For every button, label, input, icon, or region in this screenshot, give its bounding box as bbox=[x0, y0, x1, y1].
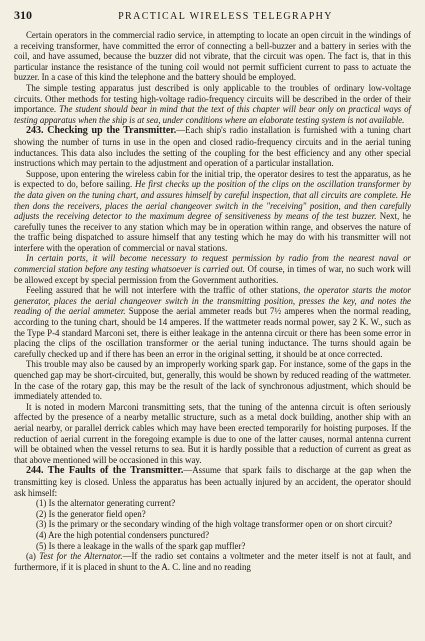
paragraph-emphasis: The student should bear in mind that the text of this chapter will bear only on practical ways of testing apparatus when the ship is at sea, under conditions where an elaborate testing system is not available. bbox=[14, 104, 411, 125]
section-244 bbox=[14, 465, 411, 498]
list-item: (1) Is the alternator generating current? bbox=[36, 498, 176, 509]
section-text: —Assume that spark fails to discharge at the gap when the transmitting key is closed. Unless the apparatus has been actually injured by an accident, the operator should ask himself: bbox=[14, 465, 411, 498]
paragraph-testing-apparatus bbox=[14, 83, 411, 125]
section-heading: 244. The Faults of the Transmitter. bbox=[26, 465, 184, 477]
paragraph-emphasis: In certain ports, it will become necessary to request permission by radio from the nearest naval or commercial station before any testing whatsoever is carried out. bbox=[14, 253, 411, 275]
paragraph-emphasis: He first checks up the position of the clips on the oscillation transformer by the data given on the tuning chart, and assures himself by careful inspection, that all circuits are complete. He then dons the receivers, places the aerial changeover switch in the "receiving" position, and then carefully adjusts the receiving detector to the maximum degree of sensitiveness by means of the test buzzer. bbox=[14, 179, 412, 222]
paragraph-metallic-structure: It is noted in modern Marconi transmitting sets, that the tuning of the antenna circuit is often seriously affected by the presence of a nearby metallic structure, such as a metal dock building, another ship with an aerial nearby, or parallel derrick cables which may have been erected temporarily for hoisting purposes. If the reduction of aerial current in the foregoing example is due to one of the latter causes, normal antenna current will be obtained when the vessel returns to sea. But it is hardly possible that a reduction of current as great as that above mentioned will be occasioned in this way. bbox=[14, 401, 411, 465]
page-body bbox=[14, 30, 411, 572]
paragraph-text-tail: Of course, in times of war, no such work will be allowed except by special permission from the Government authorities. bbox=[14, 264, 411, 285]
paragraph-aerial-ammeter bbox=[14, 285, 411, 359]
paragraph-emphasis: the operator starts the motor generator, places the aerial changeover switch in the transmitting position, presses the key, and notes the reading of the aerial ammeter. bbox=[14, 285, 412, 317]
section-243 bbox=[14, 125, 411, 168]
section-text: —Each ship's radio installation is furnished with a tuning chart showing the number of turns in use in the open and closed radio-frequency circuits and in the aerial tuning inductances. This data also includes the setting of the coupling for the best efficiency and any other special instructions which may pertain to the adjustment and operation of a particular installation. bbox=[14, 125, 411, 169]
running-head: PRACTICAL WIRELESS TELEGRAPHY bbox=[118, 11, 333, 22]
page-number: 310 bbox=[14, 8, 32, 22]
paragraph-text: —If the radio set contains a voltmeter and the meter itself is not at fault, and furthermore, if it is placed in shunt to the A. C. line and no reading bbox=[14, 551, 411, 572]
paragraph-text-tail: Suppose the aerial ammeter reads but 7½ amperes when the normal reading, according to the tuning chart, should be 14 amperes. If the wattmeter reads normal power, say 2 K. W., such as the Type P-4 standard Marconi set, there is either leakage in the antenna circuit or there has been some error in placing the clips of the oscillation transformer or the aerial tuning inductance. The turns should again be carefully checked up and if there has been an error in the original setting, it should be at once corrected. bbox=[14, 306, 412, 359]
paragraph-text: Feeling assured that he will not interfere with the traffic of other stations, bbox=[26, 285, 301, 296]
paragraph-spark-gap: This trouble may also be caused by an improperly working spark gap. For instance, some of the gaps in the quenched gap may be short-circuited, but, generally, this would be shown by reduced reading of the wattmeter. In the case of the rotary gap, this may be the result of the lack of synchronous adjustment, which should be immediately attended to. bbox=[14, 359, 411, 402]
paragraph-permission bbox=[14, 253, 411, 285]
paragraph-alternator-test bbox=[14, 551, 411, 572]
paragraph-buzzer-error: Certain operators in the commercial radio service, in attempting to locate an open circuit in the windings of a receiving transformer, have committed the error of connecting a bell-buzzer and a battery in series with the coil, and have assumed, because the buzzer did not vibrate, that the circuit was open. The fact is, that in this particular instance the resistance of the tuning coil would not permit sufficient current to pass to actuate the buzzer. In a case of this kind the telephone and the battery should be employed. bbox=[14, 30, 411, 83]
item-label: (a) bbox=[26, 551, 36, 562]
list-item: (5) Is there a leakage in the walls of the spark gap muffler? bbox=[36, 540, 246, 551]
paragraph-initial-trip bbox=[14, 169, 411, 254]
question-list bbox=[14, 498, 411, 551]
list-item: (4) Are the high potential condensers punctured? bbox=[36, 529, 210, 540]
paragraph-text: Suppose, upon entering the wireless cabin for the initial trip, the operator desires to test the apparatus, as he is expected to do, before sailing. bbox=[14, 168, 411, 190]
paragraph-text-tail: Next, he carefully tunes the receiver to any station which may be in operation within range, and observes the nature of the traffic being dispatched to assure himself that any testing which he may do with his transmitter will not interfere with the operation of commercial or naval stations. bbox=[14, 211, 411, 253]
list-item: (2) Is the generator field open? bbox=[36, 508, 146, 519]
paragraph-text: The simple testing apparatus just described is only applicable to the troubles of ordinary low-voltage circuits. Other methods for testing high-voltage radio-frequency circuits will be described in the order of their importance. bbox=[14, 82, 411, 115]
page-header bbox=[14, 8, 411, 26]
paragraph-emphasis: Test for the Alternator. bbox=[39, 551, 123, 562]
list-item: (3) Is the primary or the secondary winding of the high voltage transformer open or on short circuit? bbox=[36, 519, 393, 530]
section-heading: 243. Checking up the Transmitter. bbox=[26, 125, 177, 137]
